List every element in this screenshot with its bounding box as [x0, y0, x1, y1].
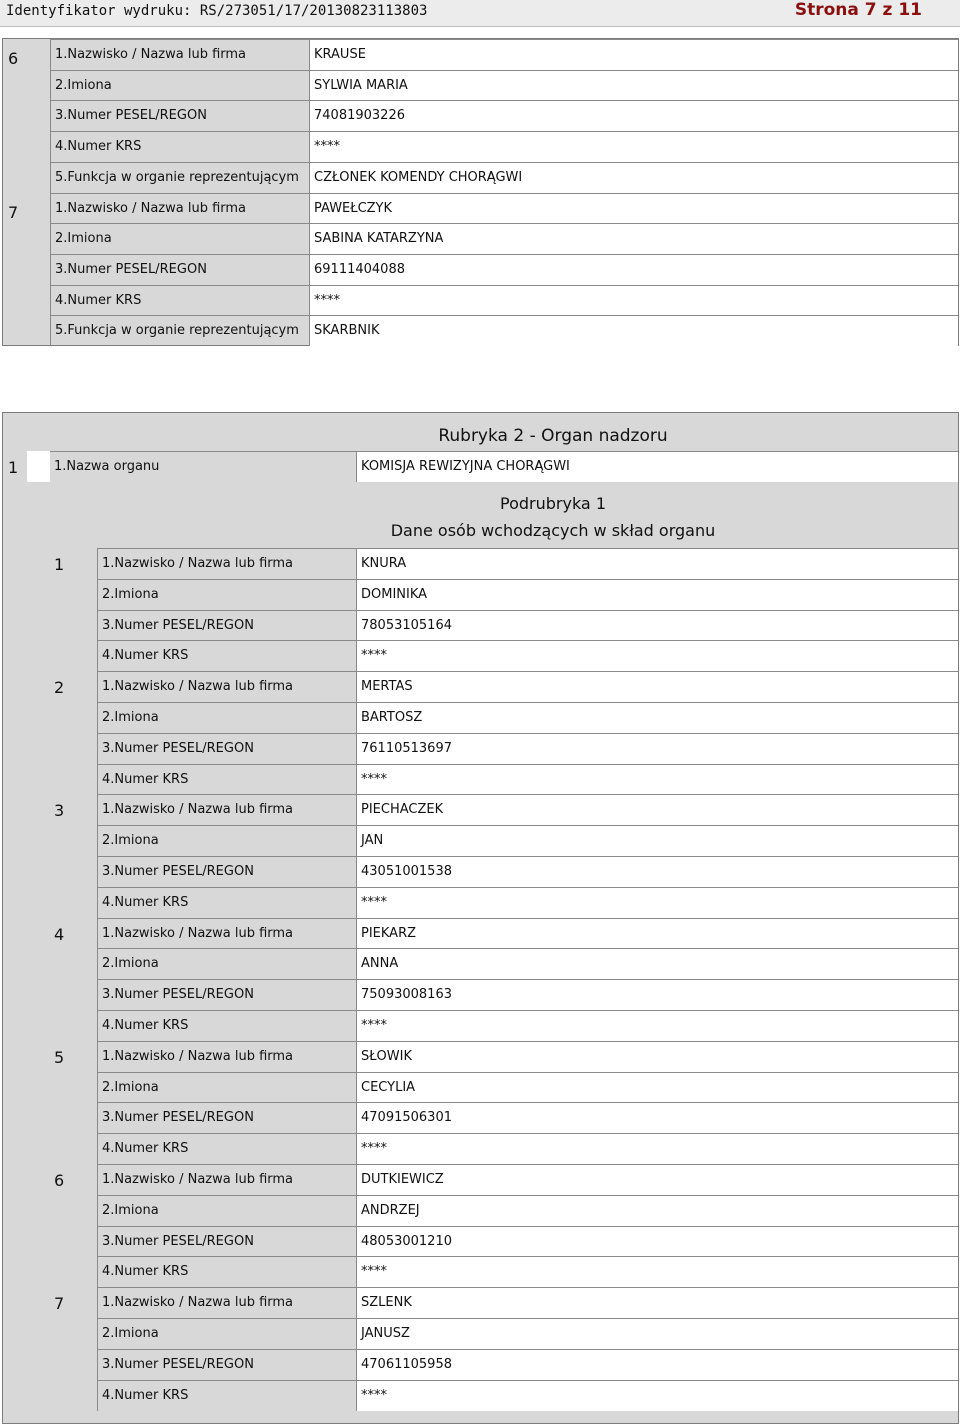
field-value: SKARBNIK — [309, 315, 958, 346]
field-label: 4.Numer KRS — [97, 1010, 356, 1041]
field-label: 2.Imiona — [50, 223, 309, 254]
person-number: 6 — [8, 49, 19, 68]
field-label: 3.Numer PESEL/REGON — [50, 100, 309, 131]
field-value: 47091506301 — [356, 1102, 958, 1133]
field-label: 3.Numer PESEL/REGON — [97, 1349, 356, 1380]
field-label: 1.Nazwisko / Nazwa lub firma — [97, 548, 356, 579]
field-value: DOMINIKA — [356, 579, 958, 610]
person-number: 6 — [54, 1171, 65, 1190]
field-label: 1.Nazwisko / Nazwa lub firma — [97, 1164, 356, 1195]
field-value: CZŁONEK KOMENDY CHORĄGWI — [309, 162, 958, 193]
field-value: PAWEŁCZYK — [309, 193, 958, 224]
field-label: 1.Nazwisko / Nazwa lub firma — [97, 671, 356, 702]
field-value: 47061105958 — [356, 1349, 958, 1380]
page-number: Strona 7 z 11 — [794, 0, 922, 20]
field-value: ANDRZEJ — [356, 1195, 958, 1226]
person-number: 5 — [54, 1047, 65, 1067]
field-value: 76110513697 — [356, 733, 958, 764]
representatives-table — [2, 38, 959, 346]
field-value: **** — [356, 887, 958, 918]
field-value: MERTAS — [356, 671, 958, 702]
field-label: 4.Numer KRS — [97, 1380, 356, 1411]
field-label: 3.Numer PESEL/REGON — [97, 1102, 356, 1133]
field-label: 3.Numer PESEL/REGON — [97, 1226, 356, 1257]
rubryka-number: 1 — [8, 458, 19, 477]
field-value: PIECHACZEK — [356, 794, 958, 825]
field-value: 43051001538 — [356, 856, 958, 887]
field-label: 2.Imiona — [97, 948, 356, 979]
field-value: **** — [356, 764, 958, 795]
field-value: **** — [356, 1380, 958, 1411]
field-label: 2.Imiona — [97, 1195, 356, 1226]
print-identifier: Identyfikator wydruku: RS/273051/17/20130823113803 — [6, 3, 428, 19]
field-value: 75093008163 — [356, 979, 958, 1010]
person-number: 2 — [54, 678, 65, 698]
field-value: **** — [356, 1256, 958, 1287]
field-value: SŁOWIK — [356, 1041, 958, 1072]
field-label: 1.Nazwisko / Nazwa lub firma — [50, 193, 309, 224]
field-value: SYLWIA MARIA — [309, 70, 958, 101]
person-number: 3 — [54, 801, 65, 821]
field-label: 1.Nazwisko / Nazwa lub firma — [50, 39, 309, 70]
person-number: 1 — [54, 555, 65, 574]
field-value: **** — [356, 1133, 958, 1164]
field-label: 2.Imiona — [97, 825, 356, 856]
field-value: BARTOSZ — [356, 702, 958, 733]
field-label: 2.Imiona — [97, 1072, 356, 1103]
field-label: 3.Numer PESEL/REGON — [97, 610, 356, 641]
field-value: 69111404088 — [309, 254, 958, 285]
field-value: **** — [309, 285, 958, 316]
number-column — [3, 413, 27, 1423]
field-value: JANUSZ — [356, 1318, 958, 1349]
field-label: 4.Numer KRS — [97, 764, 356, 795]
field-label: 3.Numer PESEL/REGON — [97, 856, 356, 887]
field-value: JAN — [356, 825, 958, 856]
rubryka-title: Rubryka 2 - Organ nadzoru — [438, 426, 668, 446]
subsection-subtitle: Dane osób wchodzących w skład organu — [390, 521, 716, 540]
organ-label: 1.Nazwa organu — [50, 451, 356, 482]
print-header — [0, 0, 960, 27]
field-label: 5.Funkcja w organie reprezentującym — [50, 315, 309, 346]
field-value: 48053001210 — [356, 1226, 958, 1257]
field-label: 1.Nazwisko / Nazwa lub firma — [97, 1287, 356, 1318]
field-value: KRAUSE — [309, 39, 958, 70]
field-label: 2.Imiona — [97, 579, 356, 610]
supervisory-body-table — [2, 412, 959, 1424]
number-column — [3, 39, 50, 345]
person-number: 4 — [54, 924, 65, 944]
field-label: 2.Imiona — [50, 70, 309, 101]
field-label: 4.Numer KRS — [50, 285, 309, 316]
field-label: 1.Nazwisko / Nazwa lub firma — [97, 918, 356, 949]
field-value: SZLENK — [356, 1287, 958, 1318]
field-label: 1.Nazwisko / Nazwa lub firma — [97, 794, 356, 825]
field-label: 3.Numer PESEL/REGON — [97, 979, 356, 1010]
field-label: 4.Numer KRS — [97, 887, 356, 918]
organ-value: KOMISJA REWIZYJNA CHORĄGWI — [356, 451, 958, 482]
field-label: 4.Numer KRS — [97, 1133, 356, 1164]
person-number: 7 — [54, 1294, 65, 1314]
field-value: PIEKARZ — [356, 918, 958, 949]
field-value: **** — [356, 640, 958, 671]
field-label: 1.Nazwisko / Nazwa lub firma — [97, 1041, 356, 1072]
field-label: 4.Numer KRS — [50, 131, 309, 162]
subsection-title: Podrubryka 1 — [500, 494, 606, 513]
field-value: CECYLIA — [356, 1072, 958, 1103]
field-value: SABINA KATARZYNA — [309, 223, 958, 254]
field-label: 4.Numer KRS — [97, 640, 356, 671]
field-label: 4.Numer KRS — [97, 1256, 356, 1287]
field-value: 74081903226 — [309, 100, 958, 131]
field-value: **** — [309, 131, 958, 162]
field-value: 78053105164 — [356, 610, 958, 641]
field-label: 3.Numer PESEL/REGON — [50, 254, 309, 285]
field-value: ANNA — [356, 948, 958, 979]
field-value: KNURA — [356, 548, 958, 579]
field-value: **** — [356, 1010, 958, 1041]
field-label: 3.Numer PESEL/REGON — [97, 733, 356, 764]
field-label: 2.Imiona — [97, 1318, 356, 1349]
field-label: 5.Funkcja w organie reprezentującym — [50, 162, 309, 193]
person-number: 7 — [8, 202, 19, 222]
field-label: 2.Imiona — [97, 702, 356, 733]
field-value: DUTKIEWICZ — [356, 1164, 958, 1195]
